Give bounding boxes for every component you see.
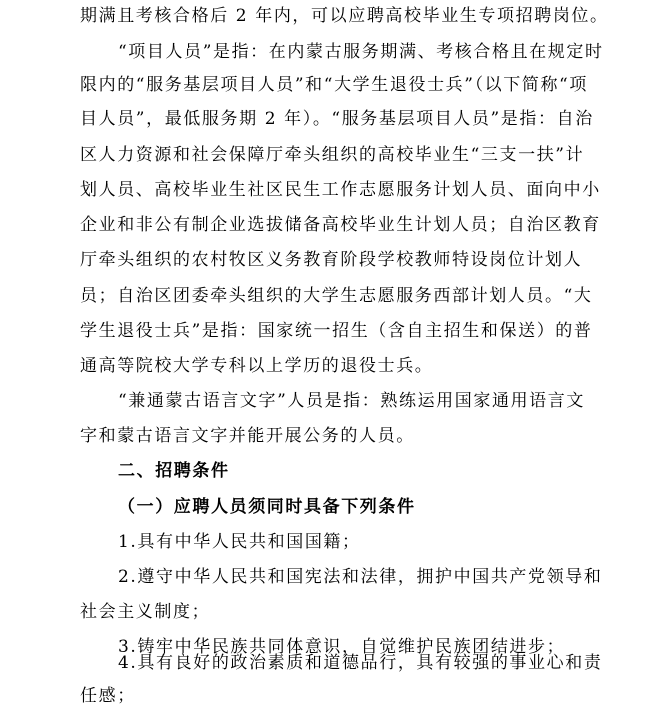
list-item: 2.遵守中华人民共和国宪法和法律，拥护中国共产党领导和	[118, 567, 603, 587]
paragraph-line: 字和蒙古语言文字并能开展公务的人员。	[80, 426, 415, 446]
paragraph-line: 限内的“服务基层项目人员”和“大学生退役士兵”（以下简称“项	[80, 75, 588, 95]
paragraph-line: “项目人员”是指：在内蒙古服务期满、考核合格且在规定时	[118, 42, 604, 62]
paragraph-line: 企业和非公有制企业选拔储备高校毕业生计划人员；自治区教育	[80, 215, 601, 235]
paragraph-line: 厅牵头组织的农村牧区义务教育阶段学校教师特设岗位计划人	[80, 250, 583, 270]
list-item-continuation: 社会主义制度；	[80, 602, 211, 622]
list-item: 4.具有良好的政治素质和道德品行，具有较强的事业心和责	[118, 653, 603, 673]
paragraph-line: 区人力资源和社会保障厅牵头组织的高校毕业生“三支一扶”计	[80, 145, 585, 165]
list-item-continuation: 任感；	[80, 686, 136, 706]
paragraph-line: 划人员、高校毕业生社区民生工作志愿服务计划人员、面向中小	[80, 180, 601, 200]
paragraph-line: 期满且考核合格后 2 年内，可以应聘高校毕业生专项招聘岗位。	[80, 6, 609, 26]
paragraph-line: 通高等院校大学专科以上学历的退役士兵。	[80, 356, 434, 376]
paragraph-line: “兼通蒙古语言文字”人员是指：熟练运用国家通用语言文	[118, 391, 585, 411]
paragraph-line: 员；自治区团委牵头组织的大学生志愿服务西部计划人员。“大	[80, 286, 593, 306]
paragraph-line: 学生退役士兵”是指：国家统一招生（含自主招生和保送）的普	[80, 321, 593, 341]
list-item: 1.具有中华人民共和国国籍；	[118, 532, 361, 552]
list-item: 3.铸牢中华民族共同体意识，自觉维护民族团结进步；	[118, 637, 566, 657]
subsection-heading: （一）应聘人员须同时具备下列条件	[118, 497, 416, 517]
section-heading: 二、招聘条件	[118, 461, 230, 481]
paragraph-line: 目人员”，最低服务期 2 年）。“服务基层项目人员”是指：自治	[80, 109, 594, 129]
